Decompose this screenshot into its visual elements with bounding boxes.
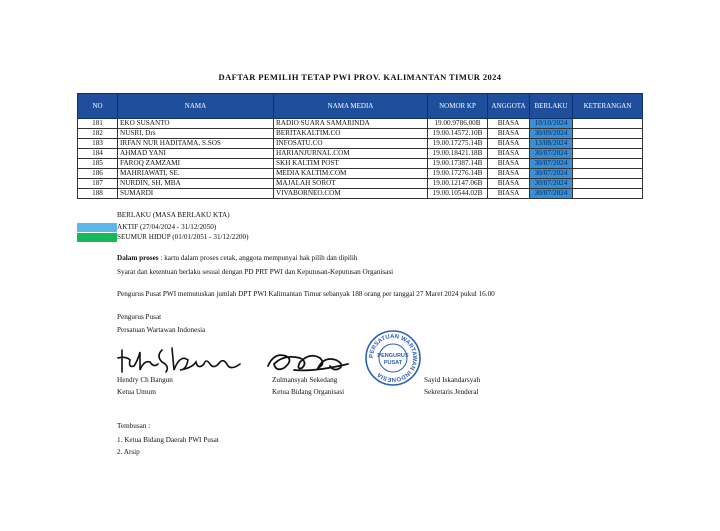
- cell-anggota: BIASA: [488, 119, 530, 129]
- legend-seumur: SEUMUR HIDUP (01/01/2051 - 31/12/2200): [117, 233, 249, 241]
- tembusan-item-2: 2. Arsip: [117, 448, 140, 456]
- note-dalam-proses: Dalam proses : kartu dalam proses cetak, anggota mempunyai hak pilih dan dipilih: [117, 254, 358, 262]
- cell-keterangan: [573, 129, 643, 139]
- cell-no: 184: [78, 149, 118, 159]
- signature-hendry: [116, 342, 246, 378]
- cell-keterangan: [573, 189, 643, 199]
- col-header-anggota: ANGGOTA: [488, 94, 530, 119]
- cell-kp: 19.00.17387.14B: [428, 159, 488, 169]
- note-syarat: Syarat dan ketentuan berlaku sesuai dengan PD PRT PWI dan Keputusan-Keputusan Organisasi: [117, 268, 394, 276]
- cell-keterangan: [573, 139, 643, 149]
- cell-kp: 19.00.9786.00B: [428, 119, 488, 129]
- cell-keterangan: [573, 119, 643, 129]
- cell-berlaku: 30/09/2024: [530, 129, 573, 139]
- cell-nama: FAROQ ZAMZAMI: [118, 159, 274, 169]
- table-row: [78, 149, 643, 159]
- col-header-no: NO: [78, 94, 118, 119]
- svg-text:PENGURUS: PENGURUS: [377, 353, 409, 359]
- cell-nama: NURDIN, SH, MBA: [118, 179, 274, 189]
- col-header-media: NAMA MEDIA: [274, 94, 428, 119]
- table-row: [78, 179, 643, 189]
- cell-no: 181: [78, 119, 118, 129]
- cell-media: BERITAKALTIM.CO: [274, 129, 428, 139]
- signatory-1-name: Hendry Ch Bangun: [117, 376, 173, 384]
- cell-keterangan: [573, 149, 643, 159]
- cell-berlaku: 10/10/2024: [530, 119, 573, 129]
- org-line2: Persatuan Wartawan Indonesia: [117, 326, 206, 334]
- cell-kp: 19.00.18421.18B: [428, 149, 488, 159]
- cell-no: 185: [78, 159, 118, 169]
- cell-berlaku: 30/07/2024: [530, 179, 573, 189]
- cell-media: INFOSATU.CO: [274, 139, 428, 149]
- signatory-3-name: Sayid Iskandarsyah: [424, 376, 481, 384]
- cell-anggota: BIASA: [488, 169, 530, 179]
- cell-berlaku: 30/07/2024: [530, 149, 573, 159]
- cell-berlaku: 30/07/2024: [530, 159, 573, 169]
- table-row: [78, 159, 643, 169]
- cell-kp: 19.00.10544.02B: [428, 189, 488, 199]
- cell-nama: MAHRIAWATI, SE.: [118, 169, 274, 179]
- cell-media: MEDIA KALTIM.COM: [274, 169, 428, 179]
- table-row: [78, 129, 643, 139]
- cell-nama: SUMARDI: [118, 189, 274, 199]
- cell-media: RADIO SUARA SAMARINDA: [274, 119, 428, 129]
- signature-zulmansyah: [264, 346, 354, 376]
- table-row: [78, 139, 643, 149]
- col-header-nama: NAMA: [118, 94, 274, 119]
- cell-berlaku: 30/07/2024: [530, 189, 573, 199]
- legend-swatch-aktif: [77, 223, 117, 232]
- col-header-berlaku: BERLAKU: [530, 94, 573, 119]
- signatory-3-role: Sekretaris Jenderal: [424, 388, 479, 396]
- tembusan-label: Tembusan :: [117, 422, 151, 430]
- org-line1: Pengurus Pusat: [117, 313, 162, 321]
- cell-anggota: BIASA: [488, 149, 530, 159]
- table-row: [78, 169, 643, 179]
- legend-aktif: AKTIF (27/04/2024 - 31/12/2050): [117, 223, 217, 231]
- cell-berlaku: 30/07/2024: [530, 169, 573, 179]
- svg-text:PUSAT: PUSAT: [383, 360, 403, 366]
- signatory-2-name: Zulmansyah Sekedang: [272, 376, 338, 384]
- col-header-kp: NOMOR KP: [428, 94, 488, 119]
- legend-heading: BERLAKU (MASA BERLAKU KTA): [117, 211, 230, 219]
- cell-anggota: BIASA: [488, 189, 530, 199]
- cell-keterangan: [573, 169, 643, 179]
- document-title: DAFTAR PEMILIH TETAP PWI PROV. KALIMANTAN TIMUR 2024: [218, 72, 502, 82]
- cell-anggota: BIASA: [488, 159, 530, 169]
- col-header-keterangan: KETERANGAN: [573, 94, 643, 119]
- cell-anggota: BIASA: [488, 139, 530, 149]
- cell-berlaku: 13/08/2024: [530, 139, 573, 149]
- svg-text:PERSATUAN WARTAWAN INDONESIA: PERSATUAN WARTAWAN INDONESIA: [368, 333, 418, 383]
- tembusan-item-1: 1. Ketua Bidang Daerah PWI Pusat: [117, 436, 219, 444]
- cell-anggota: BIASA: [488, 179, 530, 189]
- table-row: [78, 189, 643, 199]
- cell-media: VIVABORNEO.COM: [274, 189, 428, 199]
- table-header-row: [78, 94, 643, 119]
- cell-keterangan: [573, 179, 643, 189]
- cell-no: 186: [78, 169, 118, 179]
- cell-media: SKH KALTIM POST: [274, 159, 428, 169]
- pwi-stamp: [364, 329, 422, 387]
- cell-no: 188: [78, 189, 118, 199]
- cell-no: 182: [78, 129, 118, 139]
- cell-no: 183: [78, 139, 118, 149]
- cell-nama: AHMAD YANI: [118, 149, 274, 159]
- cell-nama: IRFAN NUR HADITAMA, S.SOS: [118, 139, 274, 149]
- cell-kp: 19.00.17275.14B: [428, 139, 488, 149]
- cell-no: 187: [78, 179, 118, 189]
- cell-kp: 19.00.17276.14B: [428, 169, 488, 179]
- cell-media: MAJALAH SOROT: [274, 179, 428, 189]
- voter-table: [77, 93, 643, 199]
- cell-kp: 19.00.14572.10B: [428, 129, 488, 139]
- cell-media: HARIANJURNAL.COM: [274, 149, 428, 159]
- legend-swatch-seumur: [77, 233, 117, 242]
- signatory-2-role: Ketua Bidang Organisasi: [272, 388, 345, 396]
- cell-kp: 19.00.12147.06B: [428, 179, 488, 189]
- cell-anggota: BIASA: [488, 129, 530, 139]
- cell-keterangan: [573, 159, 643, 169]
- signatory-1-role: Ketua Umum: [117, 388, 156, 396]
- note-pengurus: Pengurus Pusat PWI memutuskan jumlah DPT PWI Kalimantan Timur sebanyak 188 orang per tanggal 27 Maret 2024 pukul 16.00: [117, 290, 495, 298]
- table-row: [78, 119, 643, 129]
- cell-nama: NUSRI, Drs: [118, 129, 274, 139]
- cell-nama: EKO SUSANTO: [118, 119, 274, 129]
